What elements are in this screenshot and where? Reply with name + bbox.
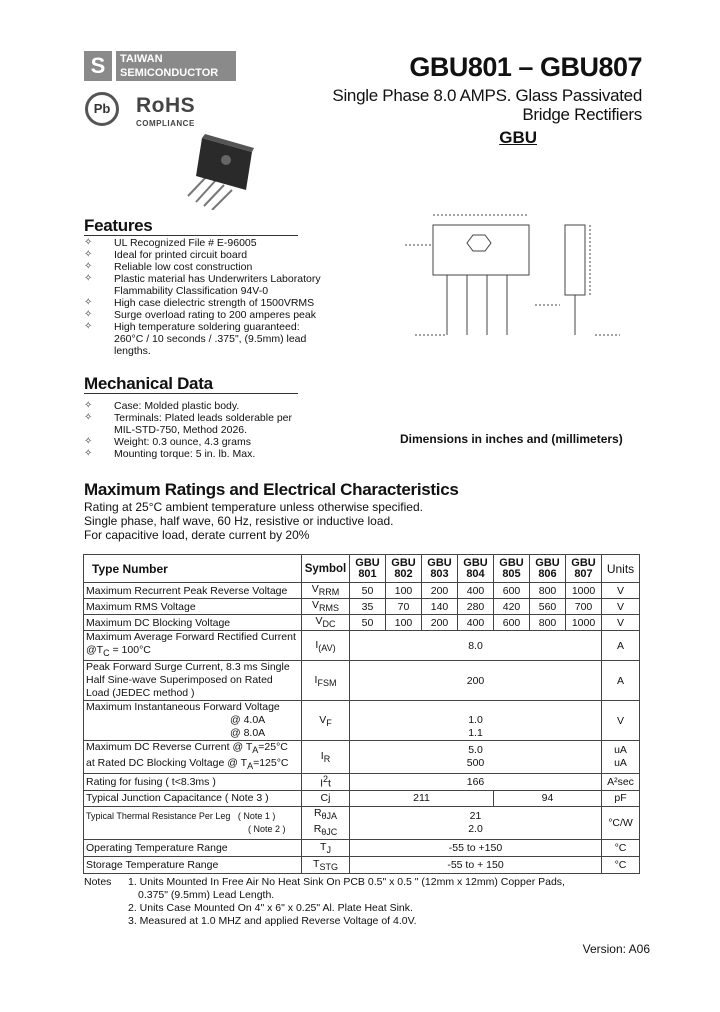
- bullet-icon: ✧: [84, 400, 93, 411]
- bullet-icon: ✧: [84, 321, 93, 332]
- table-row: Maximum Average Forward Rectified Current $@T_C = 100^\circ C$ $I_{(AV)}$ 8.0 A: [84, 631, 640, 661]
- company-logo-mark: S: [84, 51, 112, 81]
- company-logo-text: [116, 51, 236, 81]
- subtitle-line2: Bridge Rectifiers: [522, 105, 642, 124]
- rohs-compliance-label: COMPLIANCE: [136, 119, 195, 128]
- features-rule: [84, 235, 298, 236]
- feature-item: ✧ UL Recognized File # E-96005: [84, 237, 257, 249]
- bullet-icon: ✧: [84, 309, 93, 320]
- header-part: GBU 804: [458, 555, 494, 583]
- version-label: Version: A06: [582, 942, 650, 956]
- mechanical-list: [84, 400, 334, 460]
- feature-item: ✧ High case dielectric strength of 1500VRMS: [84, 297, 315, 309]
- bullet-icon: ✧: [84, 261, 93, 272]
- feature-item: ✧ Reliable low cost construction: [84, 261, 253, 273]
- note-line: 0.375" (9.5mm) Lead Length.: [138, 889, 275, 901]
- mechanical-item: ✧ Weight: 0.3 ounce, 4.3 grams: [84, 436, 251, 448]
- table-row: Peak Forward Surge Current, 8.3 ms Single Half Sine-wave Superimposed on Rated Load (JEDEC method ) $I_{FSM}$ 200 A: [84, 661, 640, 701]
- table-row: Maximum DC Blocking Voltage $V_{DC}$ 50 100 200 400 600 800 1000 V: [84, 615, 640, 631]
- note-line: 3. Measured at 1.0 MHZ and applied Reverse Voltage of 4.0V.: [128, 915, 417, 927]
- mechanical-item: ✧ Case: Molded plastic body.: [84, 400, 240, 412]
- note-line: 2. Units Case Mounted On 4" x 6" x 0.25" Al. Plate Heat Sink.: [128, 902, 413, 914]
- rohs-label: RoHS: [136, 94, 196, 117]
- bullet-icon: ✧: [84, 273, 93, 284]
- feature-item: ✧ Plastic material has Underwriters Laboratory: [84, 273, 321, 285]
- ratings-table: [83, 554, 640, 874]
- mechanical-item: ✧ Terminals: Plated leads solderable per: [84, 412, 293, 424]
- notes-body: [128, 876, 648, 928]
- header-part: GBU 801: [350, 555, 386, 583]
- intro-line: For capacitive load, derate current by 20%: [84, 528, 310, 542]
- note-line: 1. Units Mounted In Free Air No Heat Sink On PCB 0.5" x 0.5 " (12mm x 12mm) Copper Pads,: [128, 876, 565, 888]
- mechanical-heading: Mechanical Data: [84, 374, 213, 393]
- table-row: Operating Temperature Range $T_J$ -55 to +150 °C: [84, 839, 640, 856]
- table-row: Storage Temperature Range $T_{STG}$ -55 to + 150 °C: [84, 856, 640, 873]
- header-part: GBU 803: [422, 555, 458, 583]
- intro-line: Rating at 25°C ambient temperature unless otherwise specified.: [84, 500, 423, 514]
- table-header-row: [84, 555, 640, 583]
- page-subtitle: [332, 86, 642, 124]
- bullet-icon: ✧: [84, 237, 93, 248]
- component-image: [180, 130, 260, 210]
- feature-item: Flammability Classification 94V-0: [114, 285, 269, 297]
- table-row: Maximum RMS Voltage $V_{RMS}$ 35 70 140 280 420 560 700 V: [84, 599, 640, 615]
- table-row: Maximum Instantaneous Forward Voltage @ 4.0A @ 8.0A $V_F$ 1.0 1.1 V: [84, 701, 640, 741]
- table-row: Typical Thermal Resistance Per Leg ( Note 1 ) ( Note 2 ) $R_{\theta JA}$ $R_{\theta JC}$ 21 2.0 °C/W: [84, 806, 640, 839]
- dimension-drawing: [385, 205, 635, 355]
- header-type-number: Type Number: [84, 555, 302, 583]
- features-heading: Features: [84, 216, 153, 235]
- feature-item: ✧ High temperature soldering guaranteed:: [84, 321, 300, 333]
- mechanical-item: MIL-STD-750, Method 2026.: [114, 424, 248, 436]
- ratings-intro: [84, 500, 423, 542]
- subtitle-line1: Single Phase 8.0 AMPS. Glass Passivated: [332, 86, 642, 105]
- lead-free-icon: Pb: [85, 92, 119, 126]
- header-units: Units: [602, 555, 640, 583]
- bullet-icon: ✧: [84, 249, 93, 260]
- feature-item: 260°C / 10 seconds / .375", (9.5mm) lead: [114, 333, 307, 345]
- dimensions-caption: Dimensions in inches and (millimeters): [400, 432, 623, 446]
- header-symbol: Symbol: [302, 555, 350, 583]
- bullet-icon: ✧: [84, 297, 93, 308]
- feature-item: lengths.: [114, 345, 151, 357]
- bullet-icon: ✧: [84, 436, 93, 447]
- package-name: GBU: [499, 128, 537, 147]
- table-row: Maximum DC Reverse Current @ $T_A=25^\circ C$ at Rated DC Blocking Voltage @ $T_A=125^\circ C$ $I_R$ 5.0 500 uA uA: [84, 741, 640, 774]
- header-part: GBU 805: [494, 555, 530, 583]
- feature-item: ✧ Ideal for printed circuit board: [84, 249, 248, 261]
- ratings-heading: Maximum Ratings and Electrical Characteristics: [84, 480, 459, 499]
- table-row: Maximum Recurrent Peak Reverse Voltage $V_{RRM}$ 50 100 200 400 600 800 1000 V: [84, 583, 640, 599]
- intro-line: Single phase, half wave, 60 Hz, resistive or inductive load.: [84, 514, 394, 528]
- feature-item: ✧ Surge overload rating to 200 amperes peak: [84, 309, 316, 321]
- header-part: GBU 802: [386, 555, 422, 583]
- bullet-icon: ✧: [84, 448, 93, 459]
- notes-label: Notes: [84, 876, 112, 888]
- page-title: GBU801 – GBU807: [409, 52, 642, 82]
- company-name-line2: SEMICONDUCTOR: [120, 67, 219, 79]
- company-name-line1: TAIWAN: [120, 53, 163, 65]
- features-list: [84, 237, 334, 357]
- header-part: GBU 806: [530, 555, 566, 583]
- mechanical-rule: [84, 393, 298, 394]
- notes: [84, 876, 644, 936]
- table-row: Rating for fusing ( t<8.3ms ) $I^2t$ 166 A²sec: [84, 774, 640, 791]
- table-row: Typical Junction Capacitance ( Note 3 ) Cj 211 94 pF: [84, 790, 640, 806]
- mechanical-item: ✧ Mounting torque: 5 in. lb. Max.: [84, 448, 256, 460]
- header-part: GBU 807: [566, 555, 602, 583]
- bullet-icon: ✧: [84, 412, 93, 423]
